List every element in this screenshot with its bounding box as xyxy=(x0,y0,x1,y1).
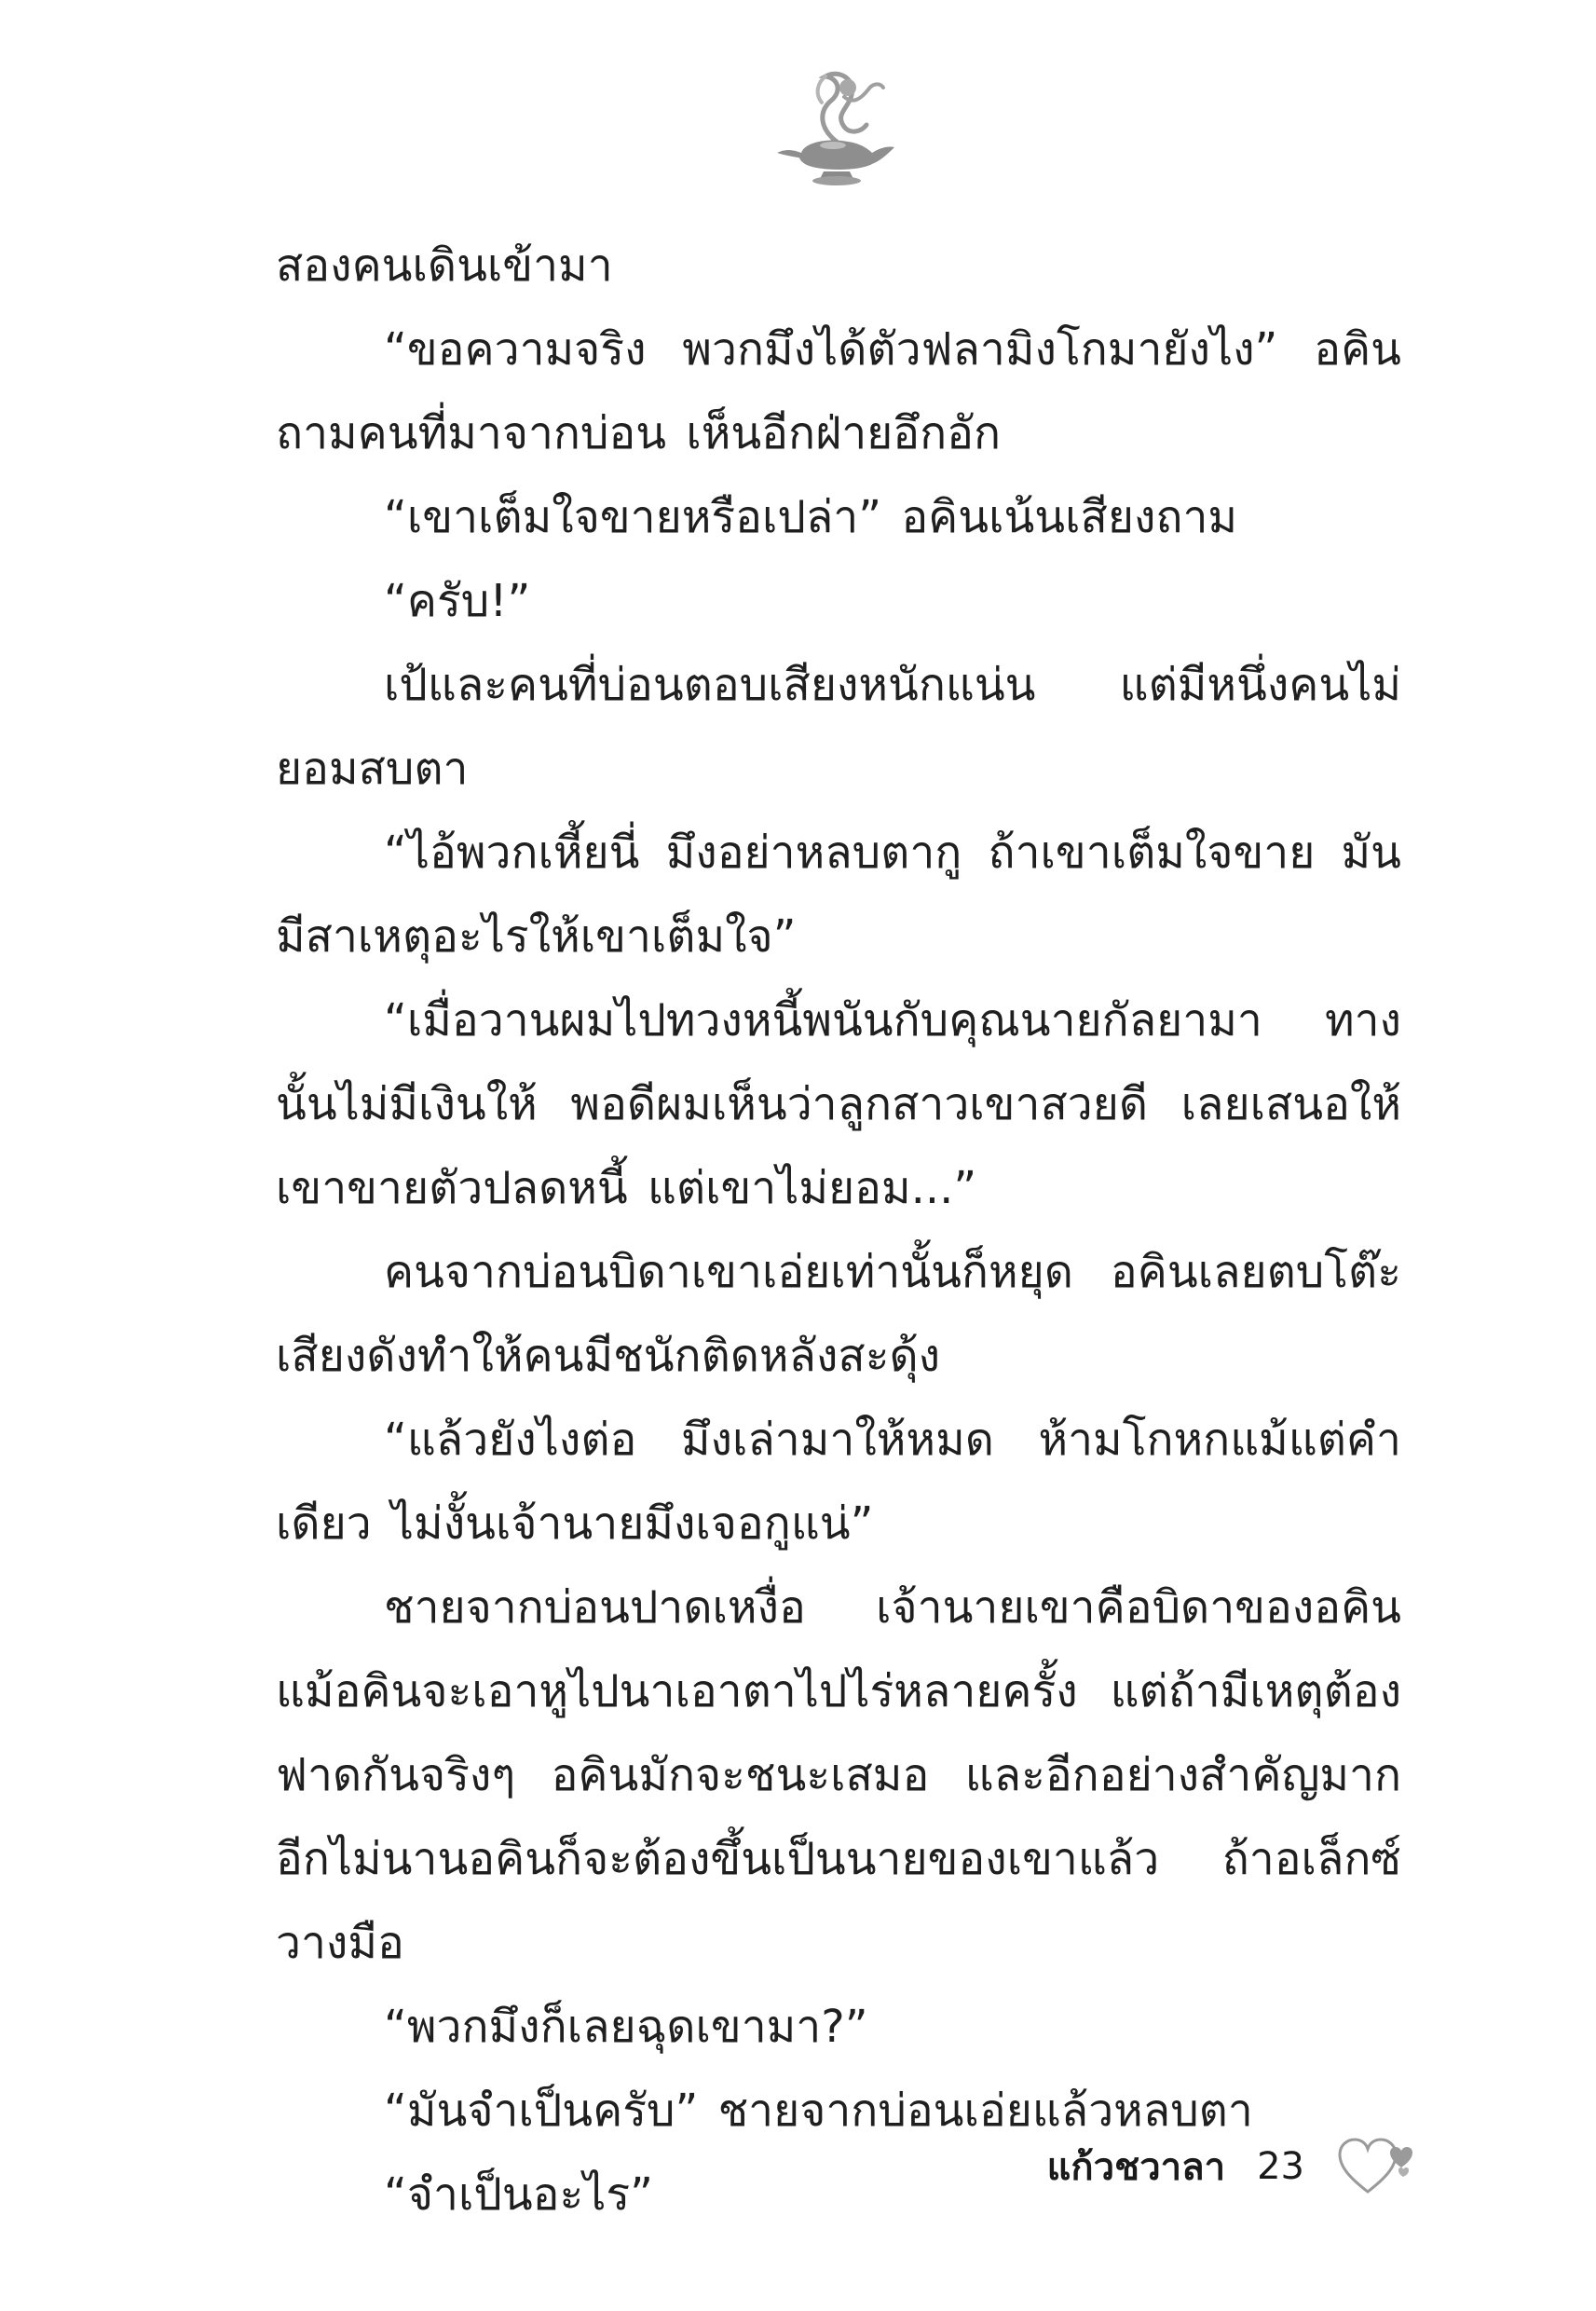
paragraph: เป้และคนที่บ่อนตอบเสียงหนักแน่น แต่มีหนึ่งคนไม่ยอมสบตา xyxy=(276,659,1401,795)
double-heart-icon xyxy=(1336,2136,1414,2197)
paragraph: “แล้วยังไงต่อ มึงเล่ามาให้หมด ห้ามโกหกแม้แต่คำเดียว ไม่งั้นเจ้านายมึงเจอกูแน่” xyxy=(276,1414,1401,1550)
paragraph: “ขอความจริง พวกมึงได้ตัวฟลามิงโกมายังไง” อคินถามคนที่มาจากบ่อน เห็นอีกฝ่ายอึกอัก xyxy=(276,323,1401,459)
paragraph: “มันจำเป็นครับ” ชายจากบ่อนเอ่ยแล้วหลบตา xyxy=(384,2085,1253,2137)
paragraph: “ครับ!” xyxy=(384,575,531,627)
genie-lamp-icon xyxy=(764,56,904,196)
book-title: แก้วชวาลา xyxy=(1046,2146,1226,2189)
paragraph: สองคนเดินเข้ามา xyxy=(276,239,613,292)
page-footer xyxy=(1047,2129,1414,2204)
paragraph: “เขาเต็มใจขายหรือเปล่า” อคินเน้นเสียงถาม xyxy=(384,491,1238,543)
page-body xyxy=(276,224,1401,2236)
paragraph: “เมื่อวานผมไปทวงหนี้พนันกับคุณนายกัลยามา ทางนั้นไม่มีเงินให้ พอดีผมเห็นว่าลูกสาวเขาสวยดี เลยเสนอให้เขาขายตัวปลดหนี้ แต่เขาไม่ยอม...” xyxy=(276,994,1401,1214)
paragraph: “พวกมึงก็เลยฉุดเขามา?” xyxy=(384,2001,868,2053)
page-number: 23 xyxy=(1257,2145,1304,2188)
paragraph: คนจากบ่อนบิดาเขาเอ่ยเท่านั้นก็หยุด อคินเลยตบโต๊ะเสียงดังทำให้คนมีชนักติดหลังสะดุ้ง xyxy=(276,1246,1401,1382)
paragraph: “ไอ้พวกเหี้ยนี่ มึงอย่าหลบตากู ถ้าเขาเต็มใจขาย มันมีสาเหตุอะไรให้เขาเต็มใจ” xyxy=(276,827,1401,963)
paragraph: ชายจากบ่อนปาดเหงื่อ เจ้านายเขาคือบิดาของอคิน แม้อคินจะเอาหูไปนาเอาตาไปไร่หลายครั้ง แต่ถ้ามีเหตุต้องฟาดกันจริงๆ อคินมักจะชนะเสมอ และอีกอย่างสำคัญมาก อีกไม่นานอคินก็จะต้องขึ้นเป็นนายของเขาแล้ว ถ้าอเล็กซ์วางมือ xyxy=(276,1581,1401,1969)
paragraph: “จำเป็นอะไร” xyxy=(384,2168,654,2221)
